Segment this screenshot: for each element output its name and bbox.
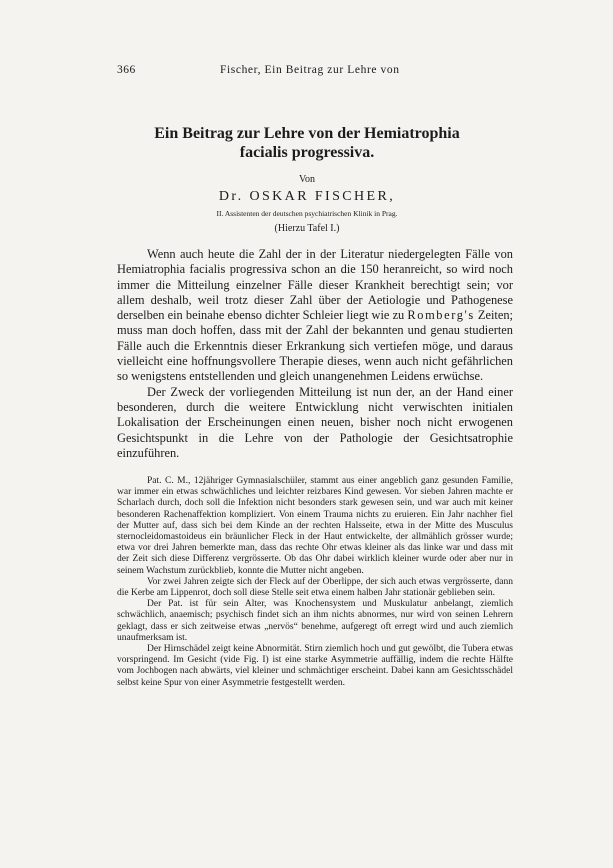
page-number: 366 bbox=[117, 64, 136, 76]
author-name: Dr. OSKAR FISCHER, bbox=[218, 189, 396, 204]
plate-reference: (Hierzu Tafel I.) bbox=[274, 223, 340, 234]
title-line-2: facialis progressiva. bbox=[239, 144, 375, 161]
case-paragraph-2: Vor zwei Jahren zeigte sich der Fleck auf der Oberlippe, der sich auch etwas vergrösserte, dann die Kerbe am Lippenrot, doch soll diese Stelle seit etwa einem halben Jahr stationär geblieben sein. bbox=[117, 576, 513, 599]
article-title bbox=[117, 124, 497, 162]
case-report bbox=[117, 476, 513, 689]
cited-name: Romberg's bbox=[407, 308, 475, 323]
byline-von: Von bbox=[299, 174, 315, 185]
intro-section bbox=[117, 247, 513, 461]
intro-paragraph-2: Der Zweck der vorliegenden Mitteilung ist nun der, an der Hand einer besonderen, durch die weitere Entwicklung nicht verwischten initialen Lokalisation der Erscheinungen einen neuen, bisher noch nicht erwogenen Gesichtspunkt in die Lehre von der Pathologie der Gesichtsatrophie einzuführen. bbox=[117, 384, 513, 460]
intro-paragraph-1: Wenn auch heute die Zahl der in der Literatur niedergelegten Fälle von Hemiatrophia facialis progressiva schon an die 150 heranreicht, so wird noch immer die Mitteilung einzelner Fälle dieser Krankheit berechtigt sein; vor allem deshalb, weil trotz dieser Zahl über der Aetiologie und Pathogenese derselben ein beinahe ebenso dichter Schleier liegt wie zu Romberg's Zeiten; muss man doch hoffen, dass mit der Zahl der bekannten und genau studierten Fälle auch die Erkenntnis dieser Erkrankung sich vertiefen möge, und daraus vielleicht eine hoffnungsvollere Therapie dieses, wenn auch nicht gefährlichen so wenigstens entstellenden und gleich unangenehmen Leidens erwüchse. bbox=[117, 247, 513, 384]
author-affiliation: II. Assistenten der deutschen psychiatrischen Klinik in Prag. bbox=[216, 209, 398, 218]
case-paragraph-4: Der Hirnschädel zeigt keine Abnormität. Stirn ziemlich hoch und gut gewölbt, die Tubera etwas vorspringend. Im Gesicht (vide Fig. I) ist eine starke Asymmetrie auffällig, indem die rechte Hälfte vom Jochbogen nach abwärts, viel kleiner und schmächtiger erscheint. Dabei kann am Gesichtsschädel selbst keine Spur von einer Asymmetrie festgestellt werden. bbox=[117, 644, 513, 688]
case-paragraph-3: Der Pat. ist für sein Alter, was Knochensystem und Muskulatur anbelangt, ziemlich schwächlich, anaemisch; psychisch findet sich an ihm nichts abnormes, nur wird von seinen Lehrern geklagt, dass er sich zeitweise etwas „nervös“ benehme, aufgeregt oft erregt wird und auch ziemlich unaufmerksam ist. bbox=[117, 599, 513, 643]
running-title: Fischer, Ein Beitrag zur Lehre von bbox=[220, 64, 400, 76]
case-paragraph-1: Pat. C. M., 12jähriger Gymnasialschüler, stammt aus einer angeblich ganz gesunden Familie, war immer ein etwas schwächliches und leichter reizbares Kind gewesen. Vor sieben Jahren machte er Scharlach durch, doch soll die Infektion nicht besonders stark gewesen sein, und war auch mit keiner besonderen Rachenaffektion kompliziert. Von einem Trauma nichts zu eruieren. Ein Jahr nachher fiel der Mutter auf, dass sich bei dem Kinde an der rechten Halsseite, etwa in der Mitte des Musculus sternocleidomastoideus ein bräunlicher Fleck in der Haut entwickelte, der allmählich grösser wurde; etwa vor drei Jahren bemerkte man, dass das rechte Ohr etwas kleiner als das linke war und dass mit der Zeit sich diese Differenz vergrösserte. Ob das Ohr dabei wirklich kleiner wurde oder aber nur in seinem Wachstum zurückblieb, konnte die Mutter nicht angeben. bbox=[117, 476, 513, 576]
title-line-1: Ein Beitrag zur Lehre von der Hemiatrophia bbox=[154, 125, 460, 142]
